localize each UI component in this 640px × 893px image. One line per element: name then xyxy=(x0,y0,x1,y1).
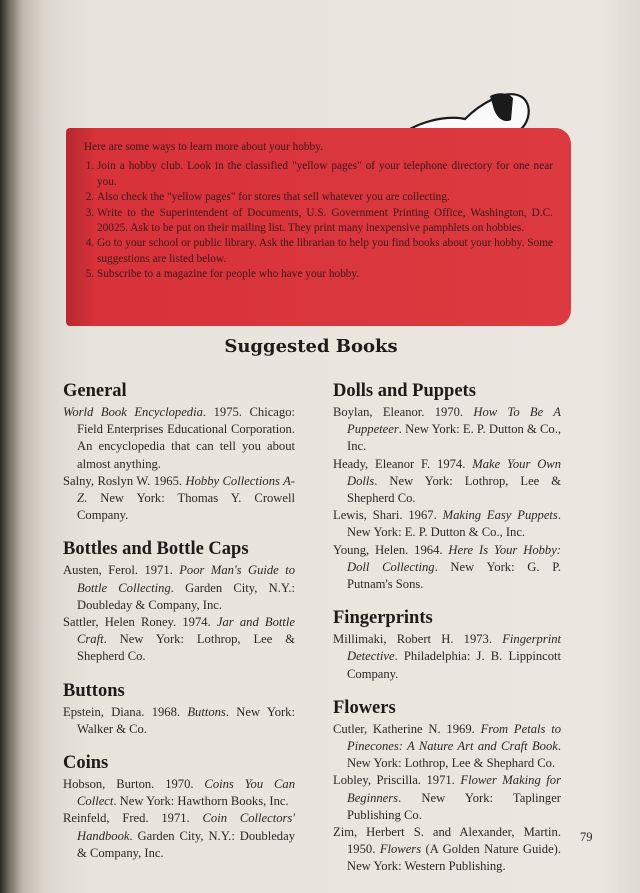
entry-title: From Petals to Pinecones: A Nature Art and Craft Book xyxy=(347,721,562,754)
page-number: 79 xyxy=(580,830,593,844)
entry-author: Lobley, Priscilla. 1971. xyxy=(333,773,461,788)
entry-publisher: . New York: Thomas Y. Crowell Company. xyxy=(77,491,295,523)
entry-author: Lewis, Shari. 1967. xyxy=(333,508,443,523)
entry-title: Buttons xyxy=(187,704,226,719)
book-section xyxy=(63,380,295,524)
entry-title: How To Be A Puppeteer xyxy=(347,405,561,437)
book-section xyxy=(333,607,561,683)
book-entry xyxy=(333,631,561,683)
entry-author: Millimaki, Robert H. 1973. xyxy=(333,632,503,647)
entry-author: Cutler, Katherine N. 1969. xyxy=(333,721,481,736)
book-entry xyxy=(333,456,561,508)
entry-title: Hobby Collections A-Z xyxy=(77,473,295,506)
tip-item: 5. Subscribe to a magazine for people who have your hobby. xyxy=(97,267,553,282)
book-entry xyxy=(333,772,561,824)
entry-title: Jar and Bottle Craft xyxy=(77,615,295,647)
entry-title: Coins You Can Collect xyxy=(77,777,295,809)
entry-title: Fingerprint Detective xyxy=(347,632,561,664)
entry-title: Here Is Your Hobby: Doll Collecting xyxy=(347,542,561,574)
entry-publisher: . New York: Lothrop, Lee & Shepherd Co. xyxy=(77,632,295,664)
book-entry xyxy=(333,542,561,594)
entry-publisher: (A Golden Nature Guide). New York: Western Publishing. xyxy=(347,842,562,874)
entry-title: Make Your Own Dolls xyxy=(347,456,561,488)
entry-publisher: . New York: Taplinger Publishing Co. xyxy=(347,790,561,822)
tip-item: 4. Go to your school or public library. Ask the librarian to help you find books about your hobby. Some suggestions are listed below. xyxy=(97,236,553,267)
book-section xyxy=(63,538,295,665)
entry-author: Hobson, Burton. 1970. xyxy=(63,777,205,792)
entry-publisher: . 1975. Chicago: Field Enterprises Educational Corporation. An encyclopedia that can tell you about almost anything. xyxy=(77,405,295,471)
entry-publisher: . New York: Hawthorn Books, Inc. xyxy=(113,794,289,809)
book-entry xyxy=(333,721,561,773)
tip-item: 2. Also check the "yellow pages" for stores that sell whatever you are collecting. xyxy=(97,190,553,205)
section-heading: Buttons xyxy=(63,680,125,701)
book-entry xyxy=(63,614,295,666)
book-entry xyxy=(333,824,561,876)
entry-publisher: . New York: Lothrop, Lee & Shephard Co. xyxy=(347,739,561,771)
book-entry xyxy=(333,404,561,456)
section-heading: Bottles and Bottle Caps xyxy=(63,539,249,560)
entry-publisher: . Garden City, N.Y.: Doubleday & Company, Inc. xyxy=(77,580,295,612)
section-heading: Flowers xyxy=(333,697,396,718)
entry-publisher: . New York: G. P. Putnam's Sons. xyxy=(347,559,561,592)
entry-author: Epstein, Diana. 1968. xyxy=(63,704,188,719)
tips-list xyxy=(84,159,553,282)
book-entry xyxy=(63,704,295,738)
section-heading: General xyxy=(63,381,127,401)
entry-author: Sattler, Helen Roney. 1974. xyxy=(63,615,217,630)
book-entry xyxy=(333,507,561,541)
entry-title: Coin Collectors' Handbook xyxy=(77,811,296,843)
entry-author: Boylan, Eleanor. 1970. xyxy=(333,405,474,419)
entry-publisher: . New York: E. P. Dutton & Co., Inc. xyxy=(347,422,561,454)
entry-author: Salny, Roslyn W. 1965. xyxy=(63,473,186,488)
book-entry xyxy=(63,404,295,473)
entry-title: Making Easy Puppets xyxy=(442,508,558,523)
entry-title: Flower Making for Beginners xyxy=(347,773,561,805)
entry-publisher: . Garden City, N.Y.: Doubleday & Company, Inc. xyxy=(77,828,295,860)
entry-author: Austen, Ferol. 1971. xyxy=(63,563,180,578)
entry-author: Heady, Eleanor F. 1974. xyxy=(333,456,473,471)
right-column xyxy=(333,380,561,890)
book-section xyxy=(333,380,561,593)
section-heading: Dolls and Puppets xyxy=(333,381,476,401)
entry-author: Young, Helen. 1964. xyxy=(333,542,449,557)
tip-item: 3. Write to the Superintendent of Documents, U.S. Government Printing Office, Washington, D.C. 20025. Ask to be put on their mailing list. They print many inexpensive pamphlets on hobbies. xyxy=(97,206,553,237)
entry-title: Poor Man's Guide to Bottle Collecting xyxy=(77,563,296,595)
book-entry xyxy=(63,776,295,810)
book-section xyxy=(63,752,295,862)
entry-publisher: . Philadelphia: J. B. Lippincott Company. xyxy=(347,649,561,681)
page-title: Suggested Books xyxy=(224,336,398,357)
entry-publisher: . New York: Walker & Co. xyxy=(77,704,295,736)
book-section xyxy=(63,680,295,738)
book-entry xyxy=(63,562,295,614)
entry-publisher: . New York: Lothrop, Lee & Shepherd Co. xyxy=(347,473,561,506)
entry-publisher: . New York: E. P. Dutton & Co., Inc. xyxy=(347,508,561,540)
tip-item: 1. Join a hobby club. Look in the classified "yellow pages" of your telephone directory for one near you. xyxy=(97,159,553,190)
entry-title: Flowers xyxy=(379,842,422,857)
entry-title: World Book Encyclopedia xyxy=(63,405,203,419)
book-entry xyxy=(63,810,295,862)
section-heading: Fingerprints xyxy=(333,608,433,629)
tips-box xyxy=(66,128,571,326)
entry-author: Zim, Herbert S. and Alexander, Martin. 1950. xyxy=(333,825,561,857)
book-entry xyxy=(63,473,295,525)
left-column xyxy=(63,380,295,876)
book-section xyxy=(333,697,561,876)
section-heading: Coins xyxy=(63,753,109,774)
tips-intro: Here are some ways to learn more about your hobby. xyxy=(84,141,323,153)
entry-author: Reinfeld, Fred. 1971. xyxy=(63,811,203,826)
